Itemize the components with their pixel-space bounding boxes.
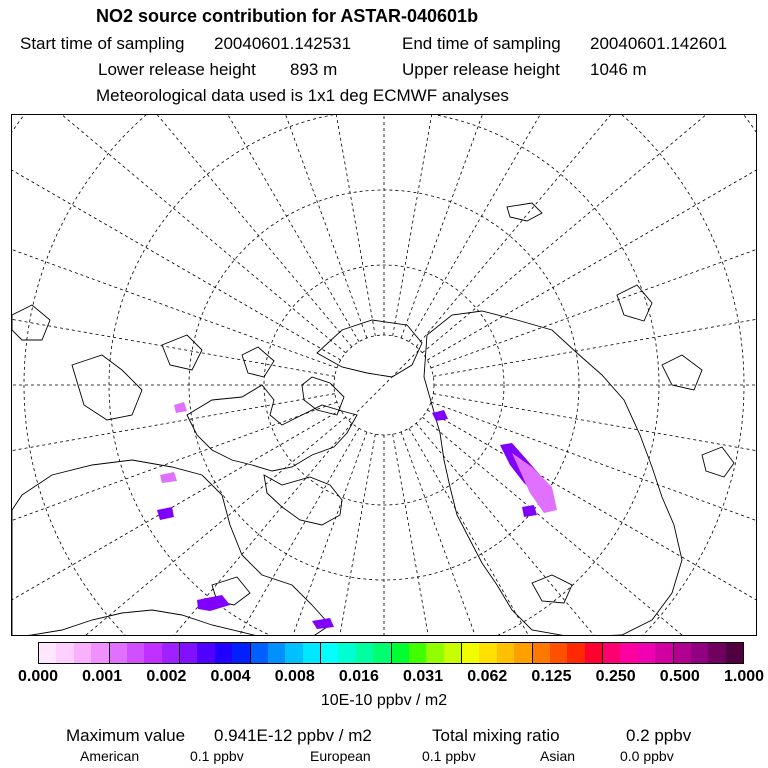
colorbar-units: 10E-10 ppbv / m2: [320, 692, 448, 709]
colorbar-segment: [162, 643, 179, 663]
colorbar-segment: [39, 643, 56, 663]
polar-map: [11, 114, 757, 636]
colorbar-tick-label: 0.002: [146, 668, 187, 685]
plume-blob: [432, 410, 448, 421]
colorbar-segment: [303, 643, 320, 663]
colorbar-segment: [268, 643, 285, 663]
colorbar-segment: [285, 643, 302, 663]
total-mixing-value: 0.2 ppbv: [626, 726, 692, 745]
european-value: 0.1 ppbv: [422, 748, 476, 764]
colorbar-segment: [250, 643, 268, 663]
meridian-line: [34, 428, 359, 636]
colorbar-segment: [144, 643, 161, 663]
colorbar-segment: [532, 643, 550, 663]
upper-release-value: 1046 m: [590, 60, 647, 79]
plume-blob: [157, 507, 174, 520]
plume-blob: [197, 595, 230, 611]
meridian-line: [12, 417, 346, 636]
colorbar-segment: [426, 643, 443, 663]
colorbar-segment: [74, 643, 91, 663]
max-value-label: Maximum value: [66, 726, 186, 745]
colorbar-segment: [567, 643, 584, 663]
meridian-line: [416, 115, 757, 347]
colorbar-segment: [479, 643, 496, 663]
colorbar-segment: [726, 643, 743, 663]
meridian-line: [262, 434, 375, 636]
colorbar-tick-label: 1.000: [723, 668, 765, 685]
colorbar-segment: [585, 643, 602, 663]
colorbar-segment: [444, 643, 461, 663]
colorbar-tick-label: 0.004: [210, 668, 251, 685]
plume-blob: [174, 402, 187, 413]
asian-value: 0.0 ppbv: [620, 748, 674, 764]
plume-blob: [512, 453, 557, 513]
colorbar-segment: [373, 643, 390, 663]
european-label: European: [310, 748, 371, 764]
meridian-line: [262, 115, 375, 336]
meridian-line: [145, 432, 367, 636]
colorbar: [38, 642, 744, 664]
colorbar-segment: [602, 643, 620, 663]
meridian-line: [393, 115, 506, 336]
meridian-line: [401, 115, 623, 338]
meridian-line: [145, 115, 367, 338]
meridian-line: [393, 434, 506, 636]
colorbar-segment: [550, 643, 567, 663]
meridian-line: [12, 115, 341, 360]
plume-layer: [157, 402, 557, 629]
meridian-line: [409, 115, 734, 342]
meridian-line: [409, 428, 734, 636]
colorbar-segment: [409, 643, 426, 663]
meridian-line: [12, 115, 346, 353]
plume-blob: [312, 618, 334, 629]
meridian-line: [12, 410, 341, 636]
american-value: 0.1 ppbv: [190, 748, 244, 764]
meridian-line: [12, 263, 335, 376]
colorbar-segment: [691, 643, 708, 663]
meridian-line: [422, 417, 757, 636]
colorbar-segment: [179, 643, 197, 663]
meridian-line: [422, 115, 757, 353]
colorbar-tick-label: 0.000: [17, 668, 59, 685]
max-value: 0.941E-12 ppbv / m2: [214, 726, 372, 745]
plume-blob: [522, 505, 537, 517]
start-time-value: 20040601.142531: [214, 34, 352, 53]
colorbar-segment: [391, 643, 409, 663]
total-mixing-label: Total mixing ratio: [432, 726, 560, 745]
colorbar-segment: [320, 643, 338, 663]
colorbar-segment: [461, 643, 479, 663]
meridian-line: [431, 402, 757, 624]
colorbar-segment: [638, 643, 655, 663]
colorbar-tick-label: 0.008: [274, 668, 315, 685]
colorbar-segment: [497, 643, 514, 663]
end-time-value: 20040601.142601: [590, 34, 728, 53]
meridian-line: [12, 394, 335, 507]
colorbar-segment: [56, 643, 73, 663]
colorbar-segment: [127, 643, 144, 663]
lower-release-label: Lower release height: [98, 60, 256, 79]
colorbar-segment: [708, 643, 725, 663]
plot-title: NO2 source contribution for ASTAR-040601b: [96, 6, 479, 26]
colorbar-segment: [197, 643, 214, 663]
colorbar-tick-label: 0.062: [467, 668, 508, 685]
coastlines: [12, 203, 734, 636]
colorbar-tick-label: 0.031: [403, 668, 444, 685]
colorbar-tick-label: 0.001: [82, 668, 123, 685]
meridian-line: [34, 115, 359, 342]
end-time-label: End time of sampling: [402, 34, 561, 53]
colorbar-tick-label: 0.250: [595, 668, 636, 685]
colorbar-segment: [514, 643, 531, 663]
asian-label: Asian: [540, 748, 576, 764]
start-time-label: Start time of sampling: [20, 34, 185, 53]
colorbar-tick-label: 0.500: [659, 668, 700, 685]
meridian-line: [433, 263, 757, 376]
upper-release-label: Upper release height: [402, 60, 560, 79]
polar-map-canvas: [12, 115, 757, 636]
colorbar-tick-label: 0.016: [338, 668, 379, 685]
colorbar-segment: [109, 643, 127, 663]
colorbar-segment: [356, 643, 373, 663]
colorbar-segment: [673, 643, 691, 663]
meridian-line: [427, 115, 757, 360]
colorbar-segment: [91, 643, 108, 663]
lower-release-value: 893 m: [290, 60, 338, 79]
colorbar-segment: [232, 643, 249, 663]
plume-blob: [160, 472, 177, 483]
meridian-line: [12, 115, 352, 347]
colorbar-segment: [655, 643, 672, 663]
meridian-line: [349, 350, 420, 421]
colorbar-tick-label: 0.125: [531, 668, 572, 685]
colorbar-segment: [215, 643, 232, 663]
met-data-text: Meteorological data used is 1x1 deg ECMWF analyses: [96, 86, 509, 105]
american-label: American: [80, 748, 140, 764]
colorbar-segment: [620, 643, 637, 663]
meridian-line: [12, 402, 337, 624]
colorbar-segment: [338, 643, 355, 663]
meridian-line: [427, 410, 757, 636]
meridian-line: [12, 146, 337, 368]
meridian-line: [431, 146, 757, 368]
meridian-line: [433, 394, 757, 507]
